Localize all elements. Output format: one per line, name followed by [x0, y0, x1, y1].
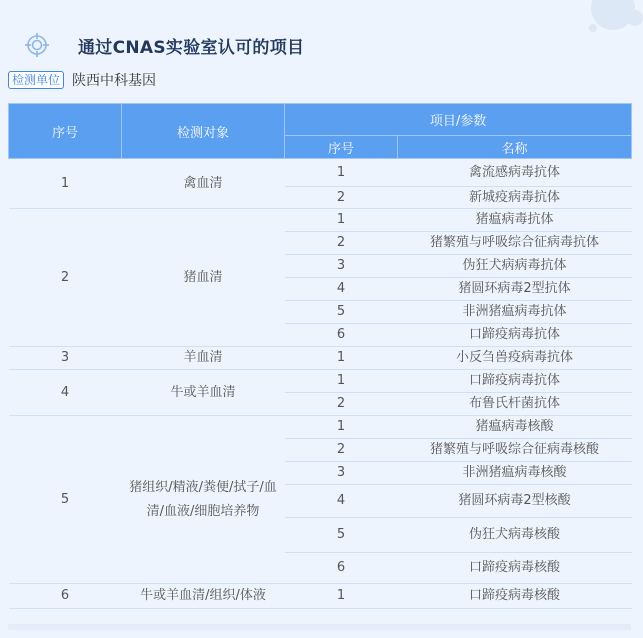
item-seq-cell: 3 [285, 462, 398, 485]
table-row [9, 347, 632, 370]
group-object-cell: 猪组织/精液/粪便/拭子/血清/血液/细胞培养物 [122, 416, 285, 584]
item-seq-cell: 1 [285, 347, 398, 370]
item-name-cell: 口蹄疫病毒抗体 [398, 324, 632, 347]
group-seq-cell: 4 [9, 370, 122, 416]
header-seq: 序号 [9, 104, 122, 159]
item-name-cell: 猪繁殖与呼吸综合征病毒抗体 [398, 232, 632, 255]
target-icon [24, 32, 50, 58]
header-name: 名称 [398, 136, 632, 159]
item-name-cell: 非洲猪瘟病毒抗体 [398, 301, 632, 324]
item-seq-cell: 1 [285, 209, 398, 232]
table-row [9, 584, 632, 609]
group-object-cell: 猪血清 [122, 209, 285, 347]
group-object-cell: 羊血清 [122, 347, 285, 370]
item-seq-cell: 1 [285, 416, 398, 439]
header-sub-seq: 序号 [285, 136, 398, 159]
item-name-cell: 口蹄疫病毒核酸 [398, 553, 632, 584]
item-name-cell: 新城疫病毒抗体 [398, 187, 632, 209]
item-name-cell: 猪瘟病毒核酸 [398, 416, 632, 439]
virus-decoration-icon [553, 0, 643, 40]
item-seq-cell: 2 [285, 439, 398, 462]
group-object-cell: 牛或羊血清/组织/体液 [122, 584, 285, 609]
table-footer-strip [8, 624, 631, 630]
item-seq-cell: 1 [285, 584, 398, 609]
item-name-cell: 猪瘟病毒抗体 [398, 209, 632, 232]
table-row [9, 209, 632, 232]
cnas-projects-table [8, 103, 632, 609]
item-seq-cell: 3 [285, 255, 398, 278]
item-seq-cell: 2 [285, 187, 398, 209]
table-row [9, 159, 632, 187]
testing-unit-tag: 检测单位 [8, 71, 64, 89]
item-seq-cell: 1 [285, 370, 398, 393]
item-seq-cell: 6 [285, 553, 398, 584]
group-object-cell: 禽血清 [122, 159, 285, 209]
item-seq-cell: 5 [285, 518, 398, 553]
item-seq-cell: 6 [285, 324, 398, 347]
item-name-cell: 禽流感病毒抗体 [398, 159, 632, 187]
item-name-cell: 伪狂犬病毒核酸 [398, 518, 632, 553]
item-seq-cell: 4 [285, 485, 398, 518]
group-object-cell: 牛或羊血清 [122, 370, 285, 416]
item-name-cell: 非洲猪瘟病毒核酸 [398, 462, 632, 485]
table-row [9, 370, 632, 393]
testing-unit-row [8, 70, 156, 90]
group-seq-cell: 6 [9, 584, 122, 609]
item-name-cell: 伪狂犬病病毒抗体 [398, 255, 632, 278]
page-header [24, 32, 304, 58]
item-name-cell: 布鲁氏杆菌抗体 [398, 393, 632, 416]
item-name-cell: 口蹄疫病毒核酸 [398, 584, 632, 609]
group-seq-cell: 5 [9, 416, 122, 584]
testing-unit-name: 陕西中科基因 [72, 73, 157, 89]
group-seq-cell: 1 [9, 159, 122, 209]
item-name-cell: 猪繁殖与呼吸综合征病毒核酸 [398, 439, 632, 462]
item-name-cell: 小反刍兽疫病毒抗体 [398, 347, 632, 370]
page-title: 通过CNAS实验室认可的项目 [78, 37, 305, 58]
item-name-cell: 猪圆环病毒2型核酸 [398, 485, 632, 518]
table-row [9, 416, 632, 439]
item-seq-cell: 1 [285, 159, 398, 187]
item-seq-cell: 2 [285, 232, 398, 255]
item-name-cell: 猪圆环病毒2型抗体 [398, 278, 632, 301]
item-seq-cell: 2 [285, 393, 398, 416]
header-project: 项目/参数 [285, 104, 632, 136]
item-seq-cell: 5 [285, 301, 398, 324]
group-seq-cell: 2 [9, 209, 122, 347]
group-seq-cell: 3 [9, 347, 122, 370]
item-seq-cell: 4 [285, 278, 398, 301]
item-name-cell: 口蹄疫病毒抗体 [398, 370, 632, 393]
header-object: 检测对象 [122, 104, 285, 159]
